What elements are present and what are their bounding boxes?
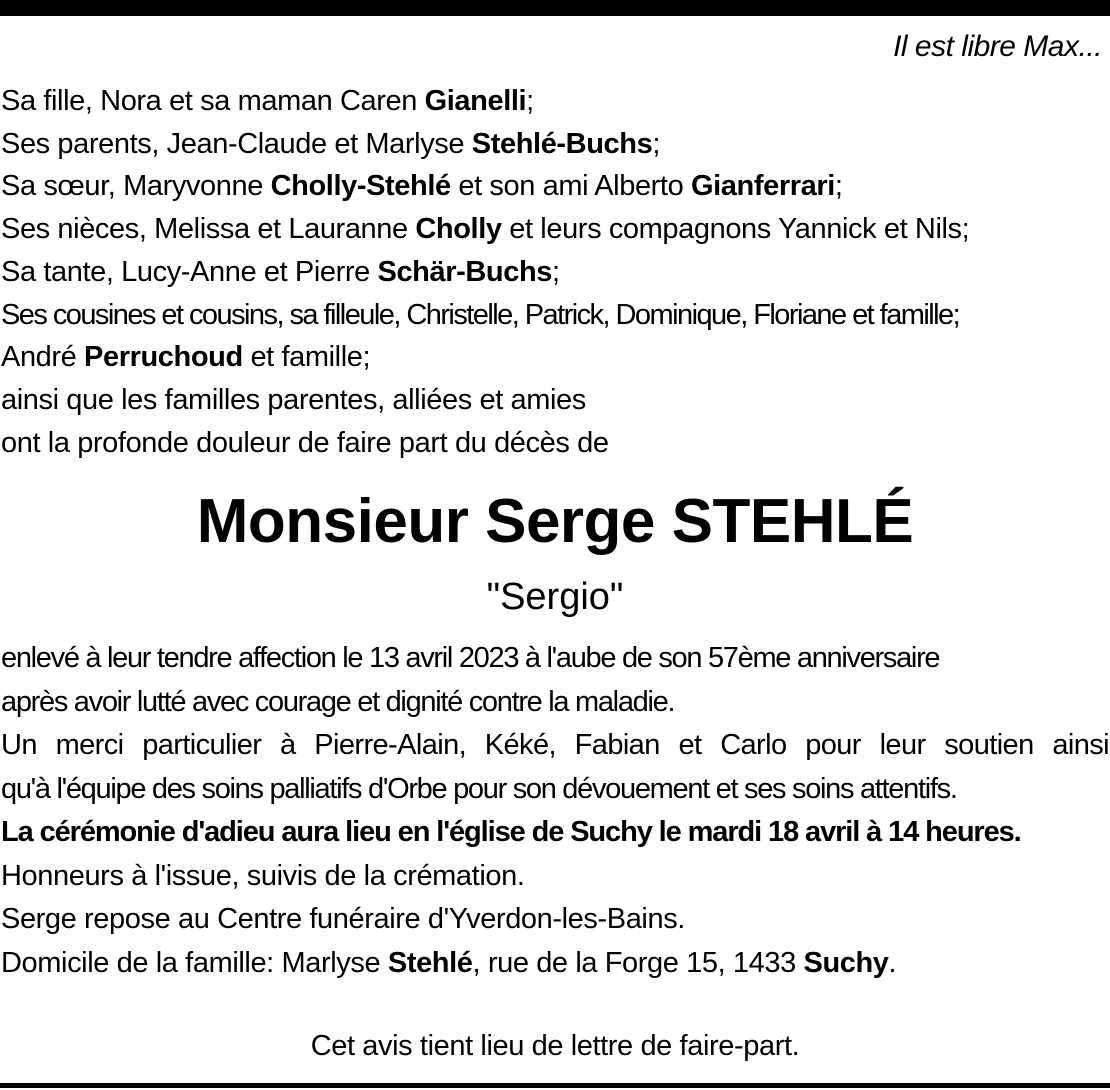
family-text: ; [652,127,660,160]
family-text: ; [552,255,560,288]
family-surname: Perruchoud [84,341,243,374]
thanks-word: Fabian [574,729,660,761]
family-surname: Gianferrari [690,170,835,203]
body-line-palliative: qu'à l'équipe des soins palliatifs d'Orbe pour son dévouement et ses soins attentifs. [1,772,957,805]
family-line [1,294,1109,337]
deceased-nickname: "Sergio" [486,576,624,618]
body-line-illness: après avoir lutté avec courage et dignité contre la maladie. [1,685,675,718]
family-text: et son ami Alberto [450,170,691,203]
domicile-name: Stehlé [387,946,473,979]
family-list [1,80,1109,464]
thanks-word: Pierre-Alain, [314,729,467,761]
family-text: André [1,341,85,374]
family-line [1,208,1109,251]
family-text: Ses cousines et cousins, sa filleule, Christelle, Patrick, Dominique, Floriane et famille; [1,298,960,331]
domicile-address: , rue de la Forge 15, 1433 [472,946,804,979]
family-text: Ses parents, Jean-Claude et Marlyse [1,127,472,160]
family-text: ainsi que les familles parentes, alliées et amies [1,383,586,416]
family-line [1,422,1109,465]
family-text: ; [834,170,843,203]
family-surname: Cholly [415,213,502,246]
family-text: Sa fille, Nora et sa maman Caren [1,85,425,117]
family-surname: Gianelli [424,85,527,117]
thanks-word: merci [55,729,124,761]
thanks-word: Carlo [720,729,787,761]
rests-line: Serge repose au Centre funéraire d'Yverdon-les-Bains. [1,903,685,935]
body-line-thanks [1,724,1109,768]
closing-note: Cet avis tient lieu de lettre de faire-part. [310,1030,800,1062]
motto: Il est libre Max... [893,30,1102,63]
domicile-line [1,942,1109,986]
body-line-passing: enlevé à leur tendre affection le 13 avril 2023 à l'aube de son 57ème anniversaire [1,642,940,674]
thanks-word: soutien [944,729,1034,761]
family-line [1,379,1109,422]
honours-line: Honneurs à l'issue, suivis de la crémation. [1,859,525,892]
family-line [1,251,1109,294]
family-line [1,80,1109,123]
top-border-rule [0,0,1110,16]
family-text: ; [526,85,534,117]
ceremony-line: La cérémonie d'adieu aura lieu en l'église de Suchy le mardi 18 avril à 14 heures. [1,816,1021,848]
family-text: Ses nièces, Melissa et Lauranne [1,213,416,246]
family-text: Sa sœur, Maryvonne [1,170,271,203]
thanks-word: à [280,729,296,761]
thanks-word: leur [879,729,926,761]
family-text: et leurs compagnons Yannick et Nils; [501,213,970,246]
family-surname: Stehlé-Buchs [471,127,653,160]
thanks-word: et [678,729,702,761]
thanks-word: pour [805,729,861,761]
family-line [1,123,1109,166]
family-line [1,336,1109,379]
family-surname: Cholly-Stehlé [270,170,451,203]
family-text: ont la profonde douleur de faire part du décès de [1,426,609,459]
family-line [1,165,1109,208]
domicile-suffix: . [888,946,897,979]
domicile-prefix: Domicile de la famille: Marlyse [1,946,388,979]
family-text: et famille; [242,341,371,374]
notice-body [1,637,1109,985]
family-text: Sa tante, Lucy-Anne et Pierre [1,255,378,288]
thanks-word: ainsi [1052,729,1109,761]
domicile-town: Suchy [803,946,889,979]
family-surname: Schär-Buchs [377,255,552,288]
thanks-word: particulier [142,729,262,761]
thanks-word: Kéké, [484,729,556,761]
bottom-border-rule [0,1083,1110,1088]
deceased-name: Monsieur Serge STEHLÉ [196,487,914,556]
thanks-word: Un [1,729,37,761]
